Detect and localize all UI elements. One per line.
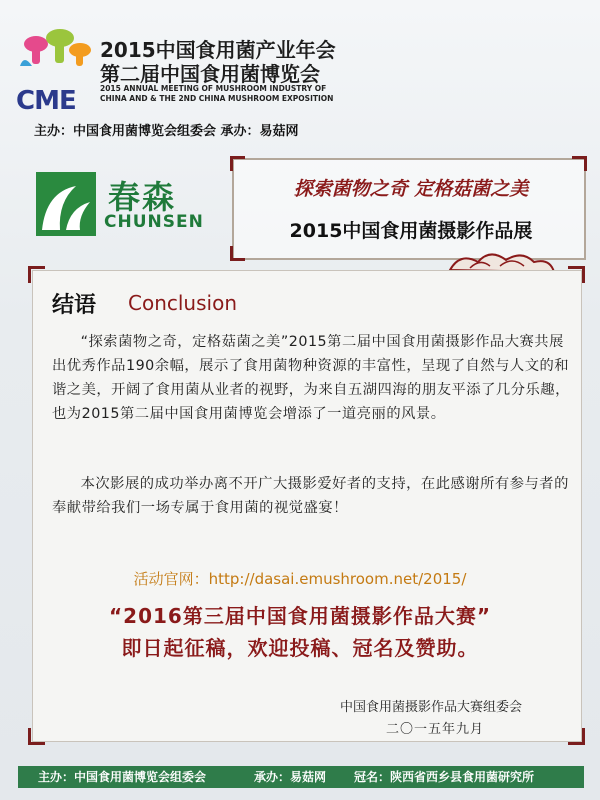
- footer-sponsor: 冠名：陕西省西乡县食用菌研究所: [354, 770, 535, 784]
- paragraph-1: “探索菌物之奇，定格菇菌之美”2015第二届中国食用菌摄影作品大赛共展出优秀作品190余幅，展示了食用菌物种资源的丰富性，呈现了自然与人文的和谐之美，开阔了食用菌从业者的视野，为来自五湖四海的朋友平添了几分乐趣，也为2015第二届中国食用菌博览会增添了一道亮丽的风景。: [52, 334, 570, 422]
- banner-slogan: 探索菌物之奇 定格菇菌之美: [293, 178, 529, 200]
- footer-host: 主办：中国食用菌博览会组委会: [38, 770, 207, 784]
- english-line2: CHINA AND & THE 2ND CHINA MUSHROOM EXPOSITION: [100, 94, 334, 103]
- section-title-en: Conclusion: [128, 291, 237, 315]
- signature-date: 二〇一五年九月: [386, 722, 485, 737]
- chunsen-logo-icon: [36, 172, 96, 236]
- banner-corner-tl: [230, 156, 245, 171]
- paragraph-2: 本次影展的成功举办离不开广大摄影爱好者的支持，在此感谢所有参与者的奉献带给我们一场专属于食用菌的视觉盛宴！: [52, 476, 569, 516]
- banner-corner-bl: [230, 246, 245, 261]
- english-line1: 2015 ANNUAL MEETING OF MUSHROOM INDUSTRY OF: [100, 84, 327, 93]
- brand-name-cn: 春森: [108, 178, 177, 216]
- footer-organizer: 承办：易菇网: [254, 770, 327, 784]
- panel-corner-br: [568, 728, 585, 745]
- organizer-line: 主办：中国食用菌博览会组委会 承办：易菇网: [34, 124, 299, 139]
- event-title-line1: 2015中国食用菌产业年会: [100, 38, 336, 62]
- section-title-cn: 结语: [52, 293, 97, 318]
- call-for-entries-title: “2016第三届中国食用菌摄影作品大赛”: [109, 604, 491, 628]
- website-link[interactable]: http://dasai.emushroom.net/2015/: [208, 570, 467, 588]
- website-line: [0, 568, 600, 589]
- banner-corner-tr: [572, 156, 587, 171]
- website-label: 活动官网：: [133, 570, 209, 588]
- panel-corner-tl: [28, 266, 45, 283]
- event-english-title: [100, 84, 350, 104]
- call-for-entries-text: 即日起征稿，欢迎投稿、冠名及赞助。: [121, 636, 479, 660]
- panel-corner-bl: [28, 728, 45, 745]
- signature-org: 中国食用菌摄影作品大赛组委会: [340, 700, 523, 715]
- footer-bar: [18, 766, 584, 788]
- panel-corner-tr: [568, 266, 585, 283]
- event-title-line2: 第二届中国食用菌博览会: [100, 62, 320, 86]
- brand-name-en: CHUNSEN: [104, 212, 204, 232]
- banner-title: 2015中国食用菌摄影作品展: [289, 220, 533, 242]
- cme-logo-text: CME: [16, 86, 76, 116]
